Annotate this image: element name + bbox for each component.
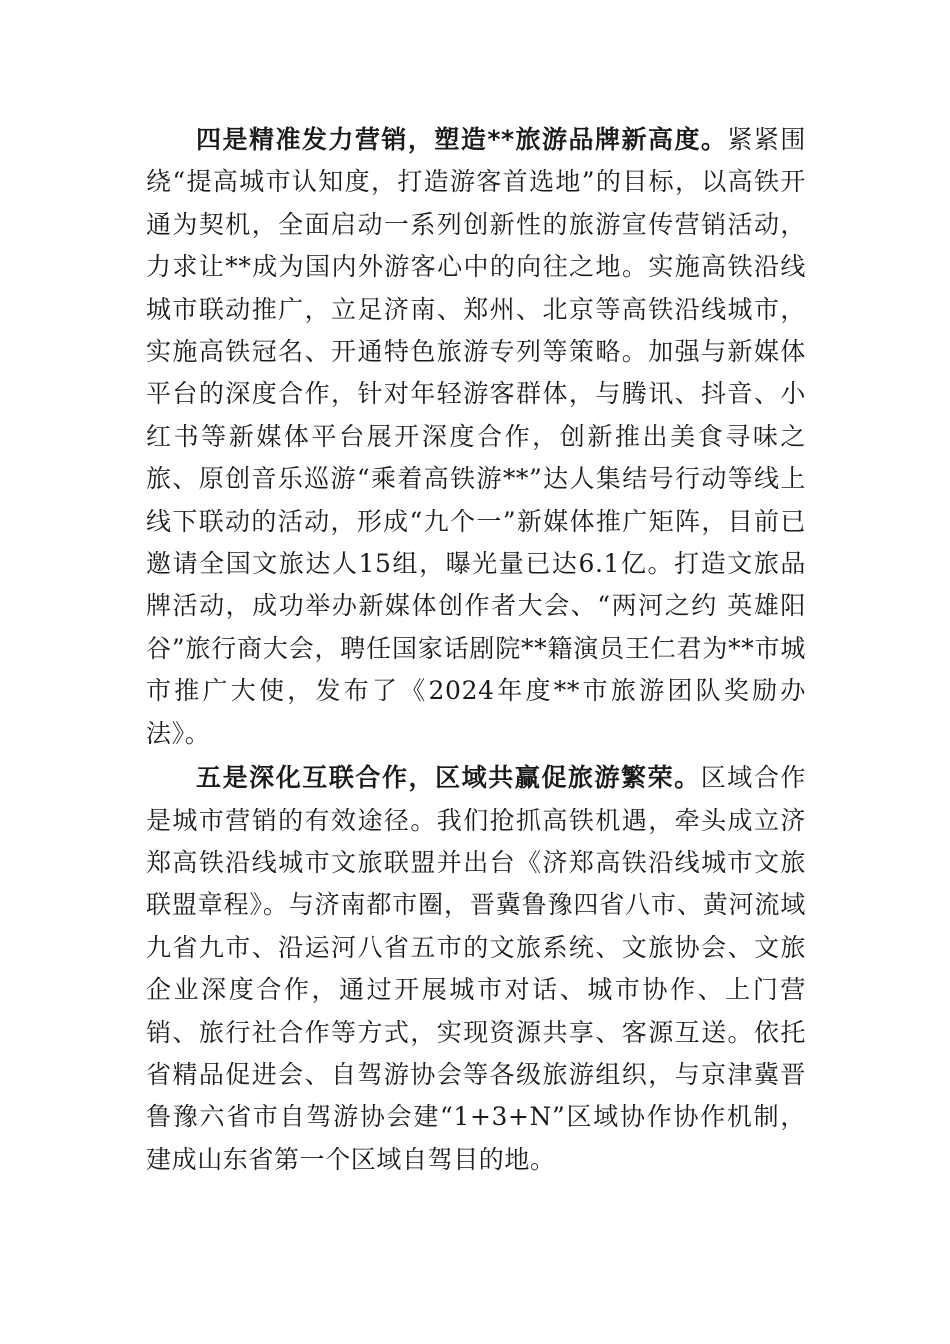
paragraph-lead-heading: 五是深化互联合作，区域共赢促旅游繁荣。 <box>196 763 701 793</box>
paragraph-body-text: 区域合作是城市营销的有效途径。我们抢抓高铁机遇，牵头成立济郑高铁沿线城市文旅联盟并出台《济郑高铁沿线城市文旅联盟章程》。与济南都市圈，晋冀鲁豫四省八市、黄河流域九省九市、沿运河八省五市的文旅系统、文旅协会、文旅企业深度合作，通过开展城市对话、城市协作、上门营销、旅行社合作等方式，实现资源共享、客源互送。依托省精品促进会、自驾游协会等各级旅游组织，与京津冀晋鲁豫六省市自驾游协会建“1+3+N”区域协作协作机制，建成山东省第一个区域自驾目的地。 <box>146 763 806 1174</box>
paragraph-lead-heading: 四是精准发力营销，塑造**旅游品牌新高度。 <box>196 125 728 154</box>
paragraph-section-four <box>146 119 806 755</box>
document-body <box>146 119 806 1181</box>
paragraph-section-five <box>146 757 806 1181</box>
paragraph-body-text: 紧紧围绕“提高城市认知度，打造游客首选地”的目标，以高铁开通为契机，全面启动一系列创新性的旅游宣传营销活动，力求让**成为国内外游客心中的向往之地。实施高铁沿线城市联动推广，立足济南、郑州、北京等高铁沿线城市，实施高铁冠名、开通特色旅游专列等策略。加强与新媒体平台的深度合作，针对年轻游客群体，与腾讯、抖音、小红书等新媒体平台展开深度合作，创新推出美食寻味之旅、原创音乐巡游“乘着高铁游**”达人集结号行动等线上线下联动的活动，形成“九个一”新媒体推广矩阵，目前已邀请全国文旅达人15组，曝光量已达6.1亿。打造文旅品牌活动，成功举办新媒体创作者大会、“两河之约 英雄阳谷”旅行商大会，聘任国家话剧院**籍演员王仁君为**市城市推广大使，发布了《2024年度**市旅游团队奖励办法》。 <box>146 125 806 748</box>
